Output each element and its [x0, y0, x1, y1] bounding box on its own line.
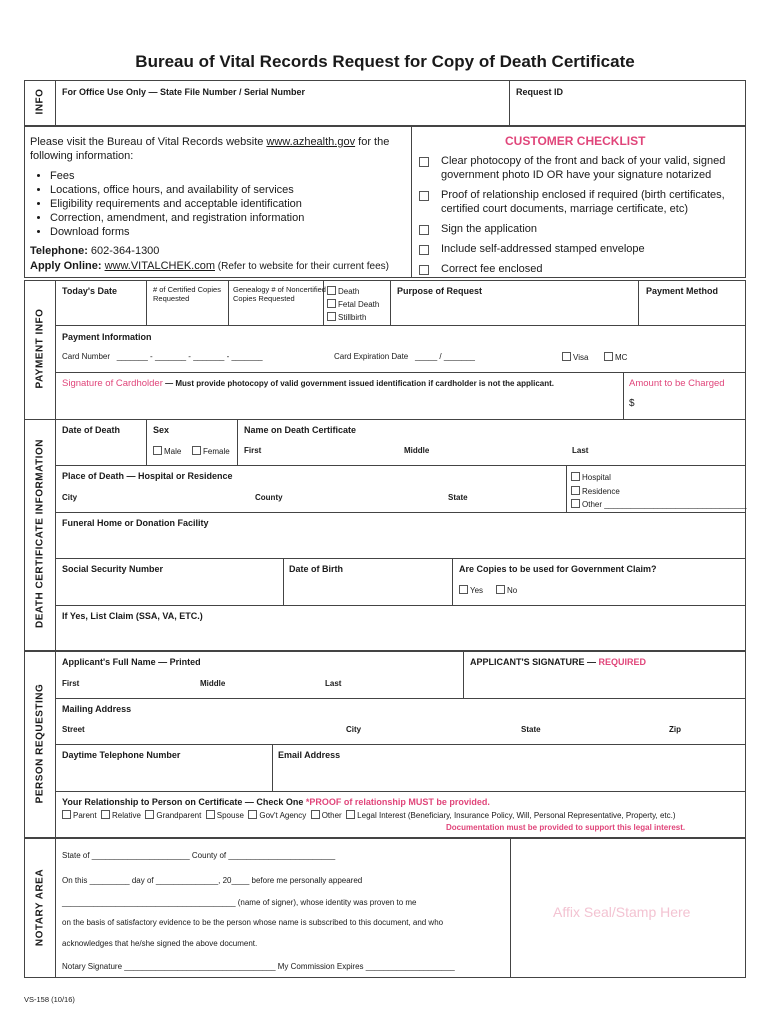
other-option[interactable]: Other ________________________________ [571, 498, 747, 512]
checklist-item[interactable]: Correct fee enclosed [419, 262, 743, 276]
checkbox[interactable] [192, 446, 201, 455]
cardholder-signature-field[interactable] [62, 378, 554, 389]
residence-option[interactable]: Residence [571, 485, 747, 499]
street-label: Street [62, 725, 85, 734]
office-use-label: For Office Use Only — State File Number / Serial Number [62, 87, 306, 97]
name-on-certificate-label: Name on Death Certificate [244, 425, 357, 435]
mailing-address-label: Mailing Address [62, 704, 132, 714]
form-id: VS-158 (10/16) [24, 995, 75, 1004]
certificate-type-options [327, 285, 379, 324]
apply-label: Apply Online: [30, 260, 102, 272]
list-item: • Fees [50, 169, 304, 183]
telephone-label: Telephone: [30, 245, 88, 257]
applicant-first-label: First [62, 679, 80, 688]
fetal-death-option[interactable]: Fetal Death [327, 298, 379, 311]
hospital-option[interactable]: Hospital [571, 471, 747, 485]
checklist-title: CUSTOMER CHECKLIST [505, 134, 646, 148]
place-type-options [571, 471, 747, 512]
intro-text: Please visit the Bureau of Vital Records website www.azhealth.gov for the [30, 136, 390, 148]
other-relationship-option[interactable]: Other [311, 811, 342, 820]
checkbox[interactable] [145, 810, 154, 819]
notary-acknowledge-text: acknowledges that he/she signed the above document. [62, 939, 258, 948]
payment-info-label: Payment Information [62, 332, 152, 342]
notary-evidence-text: on the basis of satisfactory evidence to be the person whose name is subscribed to this document, and who [62, 918, 444, 927]
relationship-options [62, 810, 676, 820]
notary-signer-line[interactable]: _______________________________________ (name of signer), whose identity was proven to me [62, 898, 417, 907]
dollar-sign: $ [629, 398, 635, 409]
notary-state-line[interactable]: State of ______________________ County of ________________________ [62, 851, 336, 860]
middle-label: Middle [404, 446, 430, 455]
checkbox[interactable] [327, 299, 336, 308]
signature-label: Signature of Cardholder [62, 378, 163, 389]
female-option[interactable]: Female [192, 446, 230, 456]
checkbox[interactable] [327, 312, 336, 321]
checkbox[interactable] [101, 810, 110, 819]
state-label: State [448, 493, 468, 502]
spouse-option[interactable]: Spouse [206, 811, 244, 820]
death-option[interactable]: Death [327, 285, 379, 298]
checkbox[interactable] [153, 446, 162, 455]
zip-label: Zip [669, 725, 681, 734]
male-option[interactable]: Male [153, 446, 181, 456]
sex-label: Sex [153, 425, 170, 435]
checkbox[interactable] [346, 810, 355, 819]
signature-note: — Must provide photocopy of valid government issued identification if cardholder is not the applicant. [162, 379, 555, 388]
apply-online-line [30, 260, 389, 272]
purpose-label: Purpose of Request [397, 286, 483, 296]
card-expiration-field[interactable]: Card Expiration Date _____ / _______ [334, 352, 475, 361]
mc-option[interactable]: MC [604, 352, 627, 362]
card-number-field[interactable]: Card Number _______ - _______ - _______ - _______ [62, 352, 263, 361]
applicant-middle-label: Middle [200, 679, 226, 688]
grandparent-option[interactable]: Grandparent [145, 811, 201, 820]
list-item: • Eligibility requirements and acceptable identification [50, 197, 304, 211]
mailing-city-label: City [346, 725, 362, 734]
payment-method-label: Payment Method [646, 286, 719, 296]
request-id-field[interactable] [510, 100, 745, 125]
checkbox[interactable] [419, 225, 429, 235]
relationship-label: Your Relationship to Person on Certificate — Check One *PROOF of relationship MUST be provided. [62, 797, 490, 807]
list-item: • Locations, office hours, and availability of services [50, 183, 304, 197]
checkbox[interactable] [496, 585, 505, 594]
checklist-item[interactable]: Sign the application [419, 222, 743, 236]
office-use-field[interactable] [56, 100, 508, 125]
amount-field[interactable] [629, 398, 635, 409]
email-field[interactable] [273, 763, 745, 790]
phone-field[interactable] [56, 763, 271, 790]
checkbox[interactable] [248, 810, 257, 819]
funeral-home-field[interactable] [56, 530, 745, 557]
legal-interest-option[interactable]: Legal Interest (Beneficiary, Insurance Policy, Will, Personal Representative, Property, etc.) [346, 811, 675, 820]
checkbox[interactable] [571, 486, 580, 495]
amount-label: Amount to be Charged [629, 378, 725, 389]
checkbox[interactable] [419, 245, 429, 255]
place-of-death-label: Place of Death — Hospital or Residence [62, 471, 233, 481]
azhealth-link[interactable]: www.azhealth.gov [266, 136, 356, 148]
telephone-number: 602-364-1300 [87, 245, 160, 257]
stillbirth-option[interactable]: Stillbirth [327, 311, 379, 324]
claim-list-field[interactable] [56, 624, 745, 650]
info-bullet-list [36, 169, 304, 239]
vitalchek-link[interactable]: www.VITALCHEK.com [104, 260, 215, 272]
yes-option[interactable]: Yes [459, 585, 483, 595]
checkbox[interactable] [604, 352, 613, 361]
request-id-label: Request ID [516, 87, 564, 97]
checkbox[interactable] [62, 810, 71, 819]
checkbox[interactable] [419, 265, 429, 275]
notary-date-line[interactable]: On this _________ day of ______________, 20____ before me personally appeared [62, 876, 363, 885]
applicant-signature-label: APPLICANT'S SIGNATURE — REQUIRED [470, 657, 646, 667]
list-item: • Download forms [50, 225, 304, 239]
section-label-person: PERSON REQUESTING [34, 683, 46, 804]
section-label-notary: NOTARY AREA [34, 868, 46, 947]
genealogy-copies-label: Genealogy # of Noncertified Copies Requested [233, 285, 326, 303]
date-of-birth-label: Date of Birth [289, 564, 343, 574]
city-label: City [62, 493, 78, 502]
no-option[interactable]: No [496, 585, 517, 595]
gov-agency-option[interactable]: Gov't Agency [248, 811, 306, 820]
apply-note: (Refer to website for their current fees) [215, 261, 389, 272]
applicant-name-label: Applicant's Full Name — Printed [62, 657, 201, 667]
funeral-home-label: Funeral Home or Donation Facility [62, 518, 209, 528]
list-item: • Correction, amendment, and registration information [50, 211, 304, 225]
proof-note: *PROOF of relationship MUST be provided. [305, 797, 490, 807]
ssn-label: Social Security Number [62, 564, 164, 574]
last-label: Last [572, 446, 589, 455]
section-label-death: DEATH CERTIFICATE INFORMATION [34, 439, 46, 628]
relative-option[interactable]: Relative [101, 811, 141, 820]
checkbox[interactable] [562, 352, 571, 361]
checkbox[interactable] [571, 472, 580, 481]
first-label: First [244, 446, 262, 455]
checkbox[interactable] [459, 585, 468, 594]
mailing-state-label: State [521, 725, 541, 734]
applicant-last-label: Last [325, 679, 342, 688]
county-label: County [255, 493, 283, 502]
section-label-payment: PAYMENT INFO [34, 308, 46, 389]
notary-signature-line[interactable]: Notary Signature __________________________________ My Commission Expires ____________________ [62, 962, 455, 971]
checkbox[interactable] [571, 499, 580, 508]
applicant-signature-field[interactable] [464, 670, 745, 697]
email-label: Email Address [278, 750, 341, 760]
intro-text-line2: following information: [30, 150, 134, 162]
checklist-item[interactable]: Proof of relationship enclosed if required (birth certificates, certified court documents, marriage certificate, etc) [419, 188, 743, 216]
notary-seal-area: Affix Seal/Stamp Here [553, 904, 691, 920]
date-of-death-label: Date of Death [62, 425, 121, 435]
checklist-item[interactable]: Clear photocopy of the front and back of your valid, signed government photo ID OR have your signature notarized [419, 154, 743, 182]
gov-claim-label: Are Copies to be used for Government Claim? [459, 564, 657, 574]
section-label-info: INFO [34, 88, 46, 115]
todays-date-label: Today's Date [62, 286, 117, 296]
checkbox[interactable] [311, 810, 320, 819]
checkbox[interactable] [419, 157, 429, 167]
checkbox[interactable] [419, 191, 429, 201]
checkbox[interactable] [206, 810, 215, 819]
visa-option[interactable]: Visa [562, 352, 588, 362]
page-title: Bureau of Vital Records Request for Copy of Death Certificate [135, 52, 635, 71]
phone-label: Daytime Telephone Number [62, 750, 181, 760]
certified-copies-label: # of Certified Copies Requested [153, 285, 221, 303]
claim-list-label: If Yes, List Claim (SSA, VA, ETC.) [62, 611, 203, 621]
parent-option[interactable]: Parent [62, 811, 97, 820]
telephone-line [30, 245, 159, 257]
checklist-item[interactable]: Include self-addressed stamped envelope [419, 242, 743, 256]
legal-interest-note: Documentation must be provided to support this legal interest. [446, 823, 686, 832]
checkbox[interactable] [327, 286, 336, 295]
